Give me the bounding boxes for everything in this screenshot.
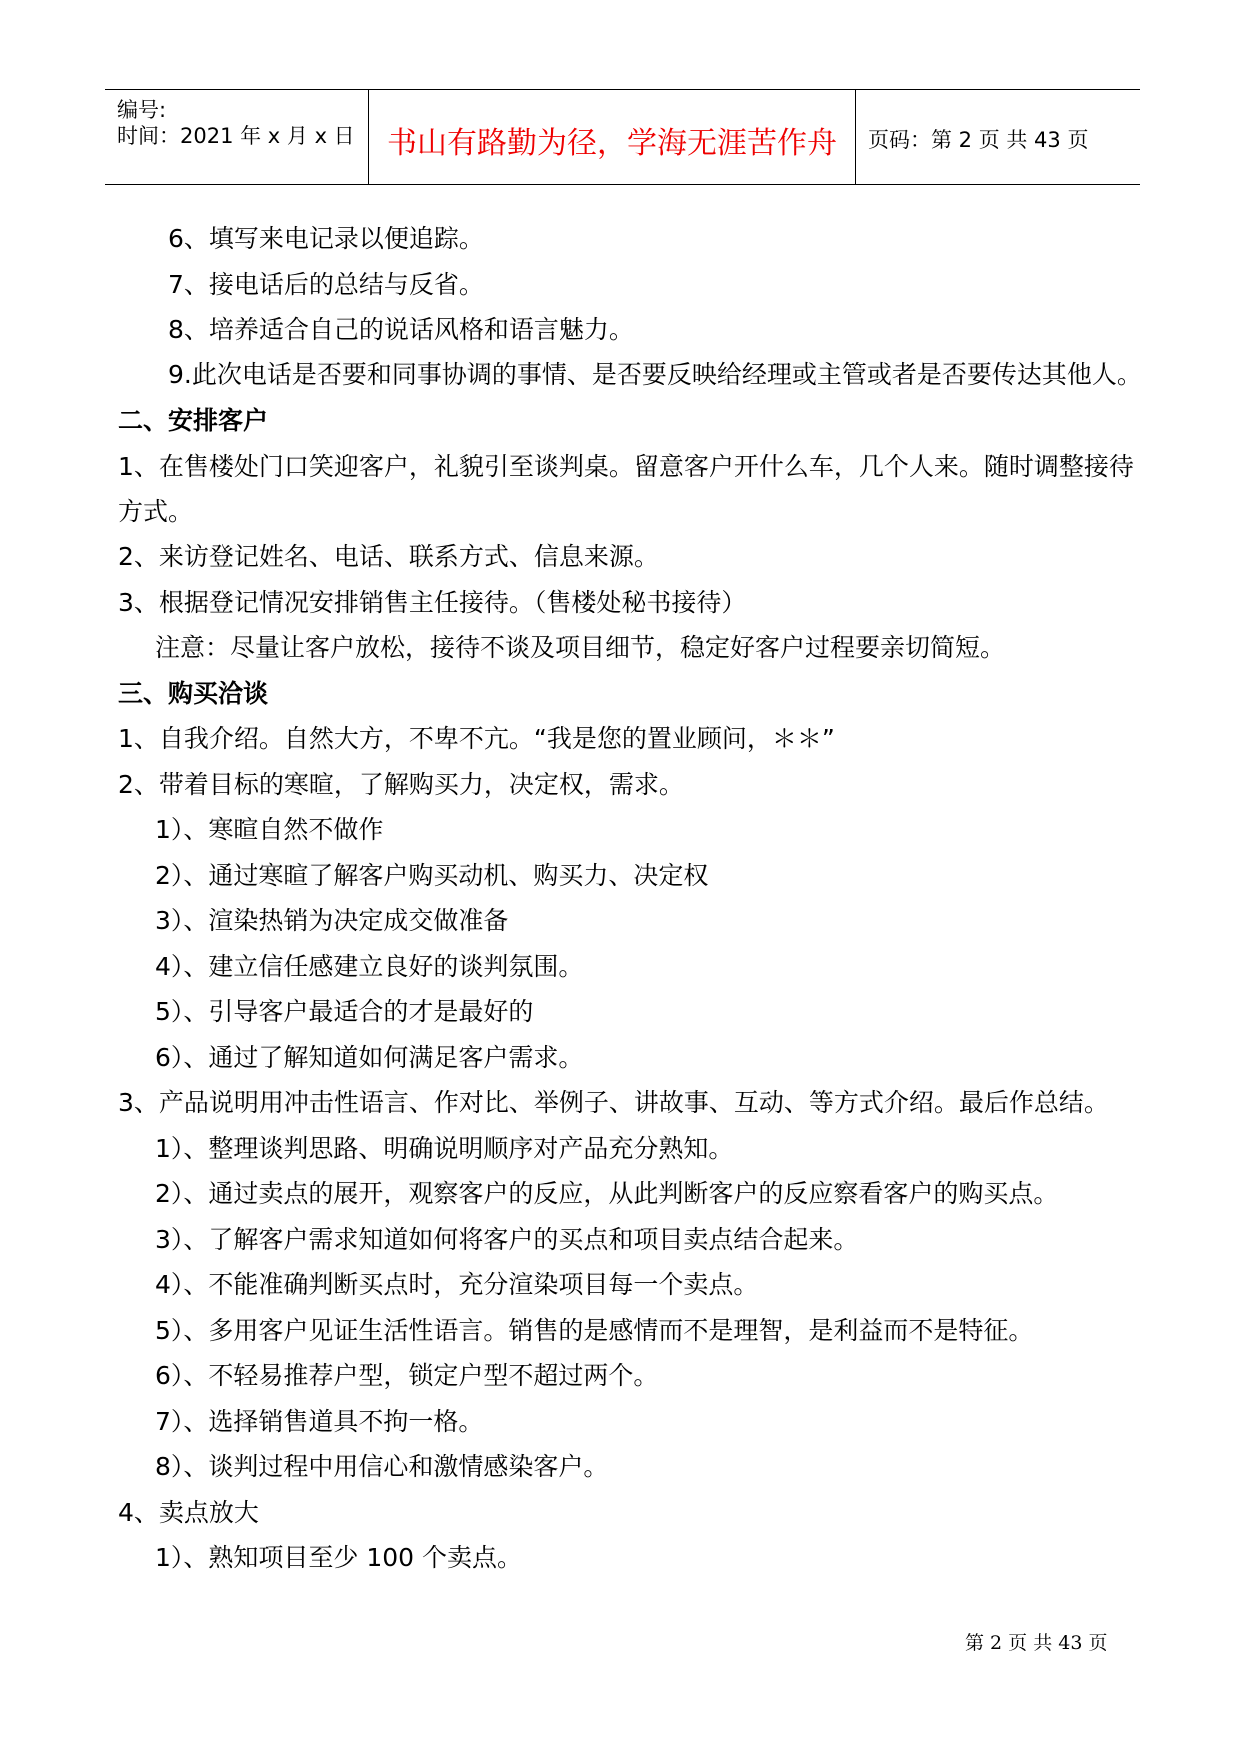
list-item: 1、在售楼处门口笑迎客户，礼貌引至谈判桌。留意客户开什么车，几个人来。随时调整接待: [118, 452, 1134, 481]
sub-list-item: 2）、通过寒暄了解客户购买动机、购买力、决定权: [155, 861, 709, 890]
sub-list-item: 5）、多用客户见证生活性语言。销售的是感情而不是理智，是利益而不是特征。: [155, 1316, 1034, 1345]
sub-list-item: 2）、通过卖点的展开，观察客户的反应，从此判断客户的反应察看客户的购买点。: [155, 1179, 1059, 1208]
sub-list-item: 6）、通过了解知道如何满足客户需求。: [155, 1043, 584, 1072]
serial-number-label: 编号:: [117, 98, 167, 122]
list-item: 1、自我介绍。自然大方，不卑不亢。“我是您的置业顾问，＊＊”: [118, 724, 835, 753]
sub-list-item: 4）、建立信任感建立良好的谈判氛围。: [155, 952, 584, 981]
note-text: 注意：尽量让客户放松，接待不谈及项目细节，稳定好客户过程要亲切简短。: [155, 633, 1006, 662]
document-header: [105, 89, 1140, 185]
sub-list-item: 1）、整理谈判思路、明确说明顺序对产品充分熟知。: [155, 1134, 734, 1163]
header-motto-cell: [369, 90, 856, 184]
sub-list-item: 1）、寒暄自然不做作: [155, 815, 384, 844]
sub-list-item: 6）、不轻易推荐户型，锁定户型不超过两个。: [155, 1361, 659, 1390]
list-item: 方式。: [118, 497, 194, 526]
list-item: 8、培养适合自己的说话风格和语言魅力。: [168, 315, 634, 344]
section-heading: 二、安排客户: [118, 406, 269, 435]
time-label: 时间：2021 年 x 月 x 日: [117, 124, 355, 148]
list-item: 3、产品说明用冲击性语言、作对比、举例子、讲故事、互动、等方式介绍。最后作总结。: [118, 1088, 1109, 1117]
sub-list-item: 4）、不能准确判断买点时，充分渲染项目每一个卖点。: [155, 1270, 759, 1299]
section-heading: 三、购买洽谈: [118, 679, 269, 708]
header-meta-cell: [105, 90, 369, 184]
list-item: 6、填写来电记录以便追踪。: [168, 224, 484, 253]
header-page-cell: [856, 90, 1140, 184]
list-item: 9.此次电话是否要和同事协调的事情、是否要反映给经理或主管或者是否要传达其他人。: [168, 360, 1142, 389]
list-item: 7、接电话后的总结与反省。: [168, 270, 484, 299]
list-item: 3、根据登记情况安排销售主任接待。（售楼处秘书接待）: [118, 588, 747, 617]
sub-list-item: 5）、引导客户最适合的才是最好的: [155, 997, 534, 1026]
header-motto: 书山有路勤为径，学海无涯苦作舟: [387, 126, 837, 161]
list-item: 2、来访登记姓名、电话、联系方式、信息来源。: [118, 542, 659, 571]
sub-list-item: 3）、渲染热销为决定成交做准备: [155, 906, 509, 935]
list-item: 2、带着目标的寒暄，了解购买力，决定权，需求。: [118, 770, 684, 799]
list-item: 4、卖点放大: [118, 1498, 259, 1527]
header-page-info: 页码：第 2 页 共 43 页: [868, 128, 1089, 152]
sub-list-item: 1）、熟知项目至少 100 个卖点。: [155, 1543, 523, 1572]
page-footer: 第 2 页 共 43 页: [965, 1632, 1108, 1654]
sub-list-item: 8）、谈判过程中用信心和激情感染客户。: [155, 1452, 609, 1481]
sub-list-item: 7）、选择销售道具不拘一格。: [155, 1407, 484, 1436]
sub-list-item: 3）、了解客户需求知道如何将客户的买点和项目卖点结合起来。: [155, 1225, 859, 1254]
